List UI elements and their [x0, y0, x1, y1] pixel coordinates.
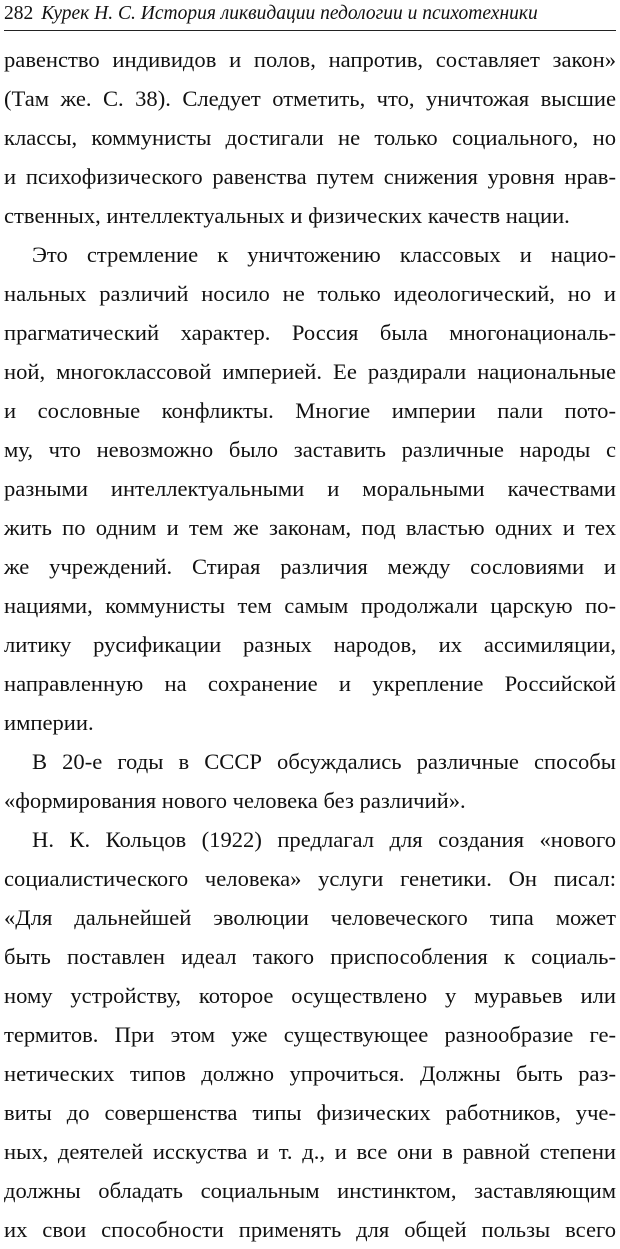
text-line: их свои способности применять для общей пользы всего	[4, 1217, 616, 1242]
text-line: ной, многоклассовой империей. Ее раздирали национальные	[4, 359, 616, 384]
text-line: термитов. При этом уже существующее разнообразие ге-	[4, 1022, 616, 1047]
text-line: жить по одним и тем же законам, под властью одних и тех	[4, 515, 616, 540]
text-line: направленную на сохранение и укрепление Российской	[4, 671, 616, 696]
text-line: (Там же. С. 38). Следует отметить, что, уничтожая высшие	[4, 86, 616, 111]
text-line: «формирования нового человека без различий».	[4, 788, 466, 813]
paragraph-first-line: Н. К. Кольцов (1922) предлагал для создания «нового	[32, 827, 616, 852]
text-line: классы, коммунисты достигали не только социального, но	[4, 125, 616, 150]
text-line: же учреждений. Стирая различия между сословиями и	[4, 554, 616, 579]
text-line: империи.	[4, 710, 94, 735]
text-line: быть поставлен идеал такого приспособления к социаль-	[4, 944, 616, 969]
paragraph-first-line: В 20-е годы в СССР обсуждались различные способы	[32, 749, 616, 774]
text-line: ных, деятелей исскуства и т. д., и все они в равной степени	[4, 1139, 616, 1164]
text-line: социалистического человека» услуги генетики. Он писал:	[4, 866, 616, 891]
running-title: Курек Н. С. История ликвидации педологии и психотехники	[41, 3, 538, 24]
page-number: 282	[4, 3, 34, 24]
text-line: нетических типов должно упрочиться. Должны быть раз-	[4, 1061, 616, 1086]
text-line: ному устройству, которое осуществлено у муравьев или	[4, 983, 616, 1008]
text-line: должны обладать социальным инстинктом, заставляющим	[4, 1178, 616, 1203]
text-line: и сословные конфликты. Многие империи пали пото-	[4, 398, 616, 423]
text-line: «Для дальнейшей эволюции человеческого типа может	[4, 905, 616, 930]
page-header	[4, 1, 616, 27]
text-line: прагматический характер. Россия была многонациональ-	[4, 320, 616, 345]
text-line: разными интеллектуальными и моральными качествами	[4, 476, 616, 501]
text-line: ственных, интеллектуальных и физических качеств нации.	[4, 203, 570, 228]
text-line: нальных различий носило не только идеологический, но и	[4, 281, 616, 306]
text-line: литику русификации разных народов, их ассимиляции,	[4, 632, 616, 657]
text-line: му, что невозможно было заставить различные народы с	[4, 437, 616, 462]
paragraph-first-line: Это стремление к уничтожению классовых и нацио-	[32, 242, 616, 267]
text-line: и психофизического равенства путем снижения уровня нрав-	[4, 164, 616, 189]
body-text	[4, 40, 616, 1249]
header-divider	[4, 30, 616, 31]
text-line: виты до совершенства типы физических работников, уче-	[4, 1100, 616, 1125]
text-line: равенство индивидов и полов, напротив, составляет закон»	[4, 47, 616, 72]
text-line: нациями, коммунисты тем самым продолжали царскую по-	[4, 593, 616, 618]
